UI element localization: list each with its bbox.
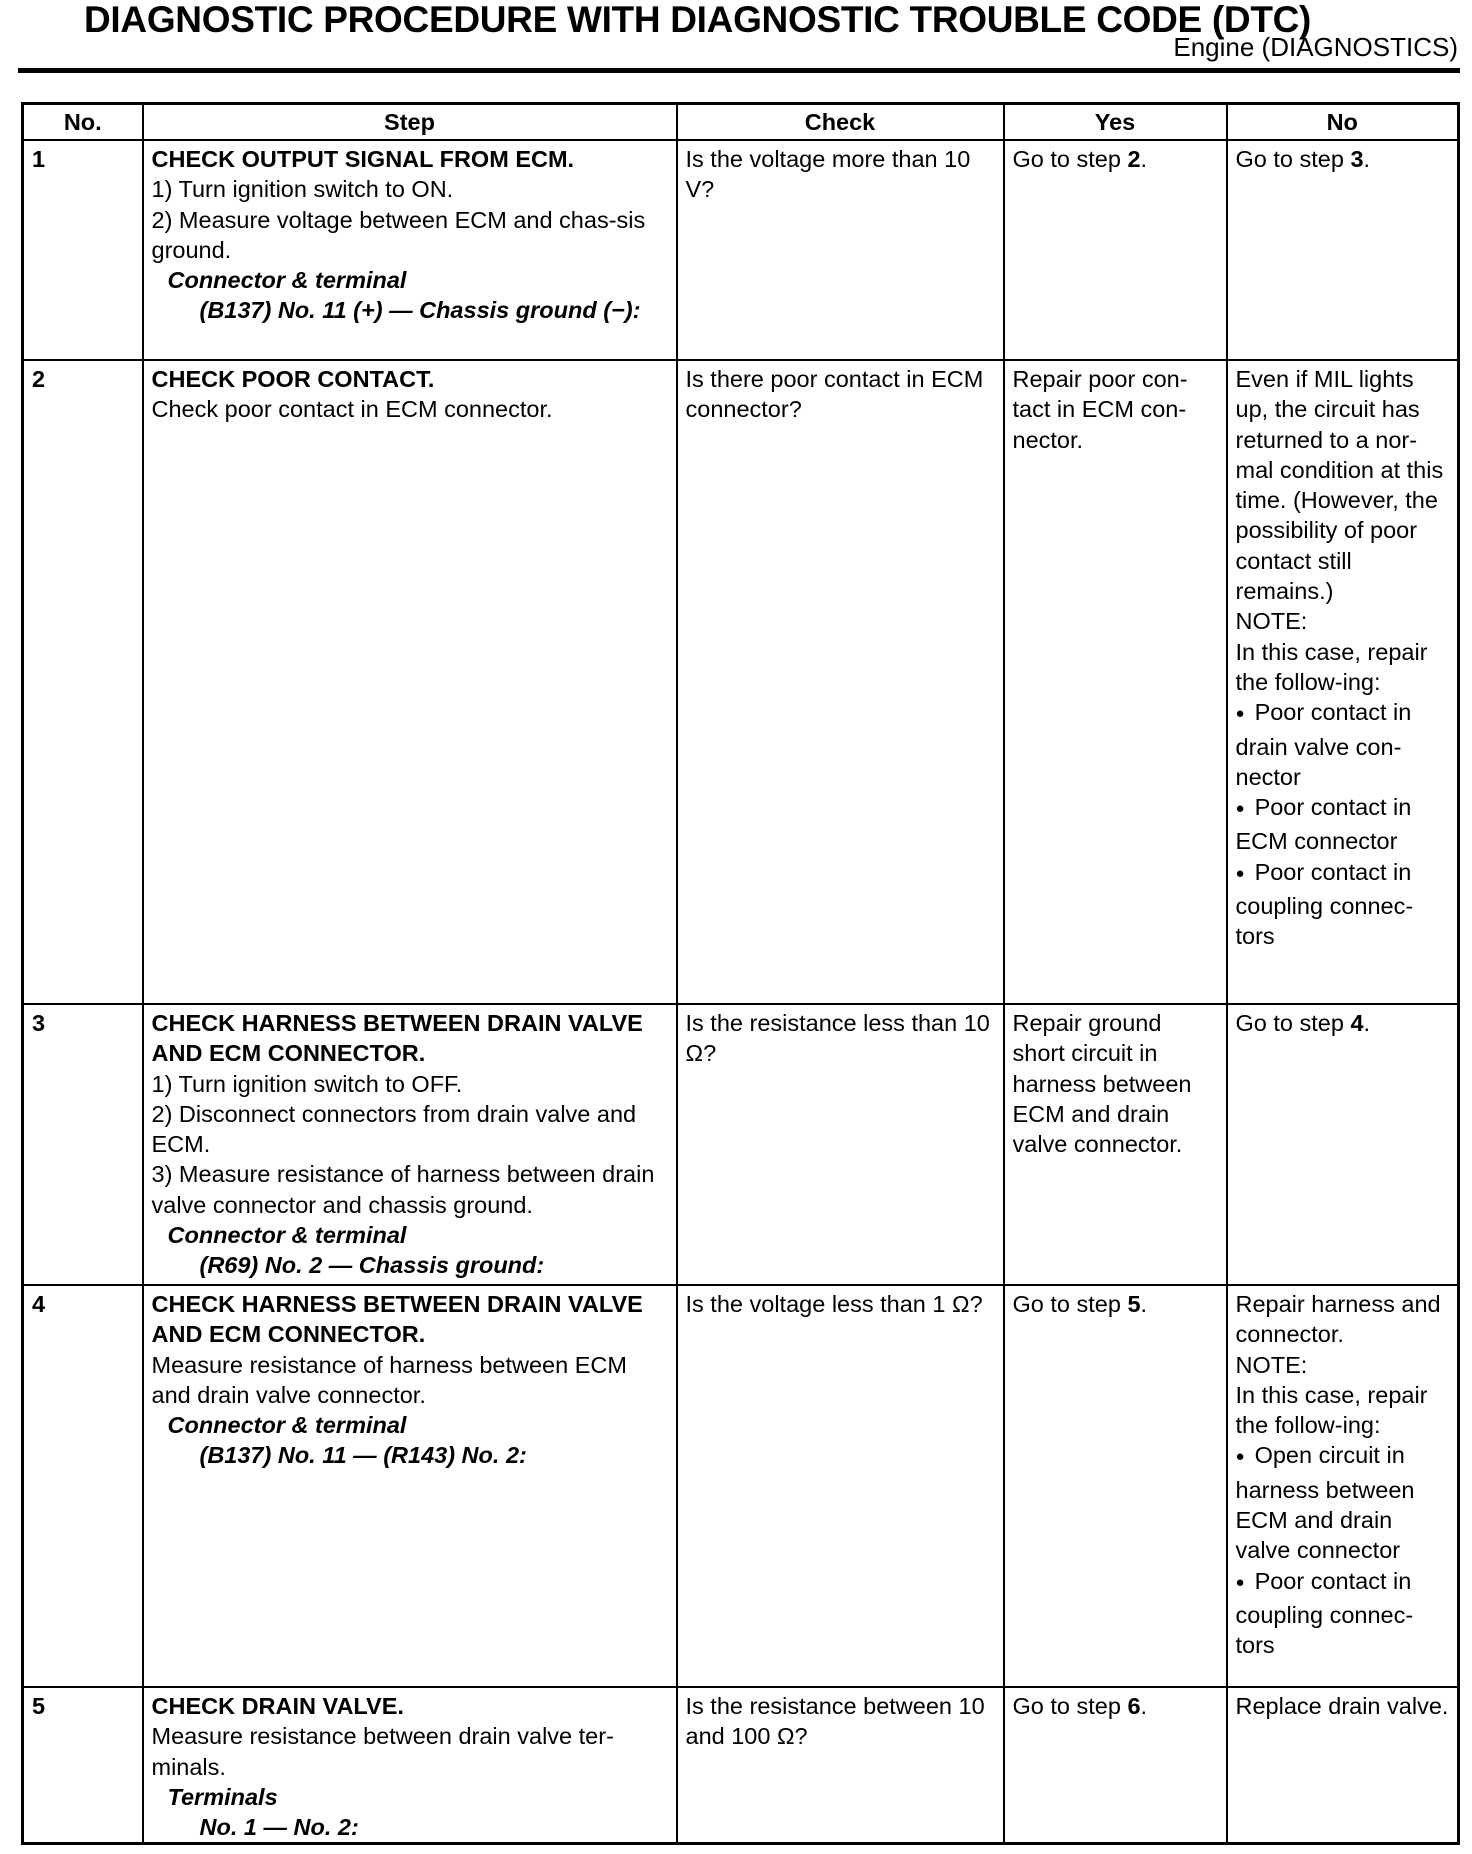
- note-label: NOTE:: [1235, 1351, 1308, 1378]
- step-line: Check poor contact in ECM connector.: [151, 396, 553, 423]
- step-cell: [143, 1004, 677, 1285]
- no-text: Repair harness and connector.: [1235, 1291, 1441, 1348]
- step-line: 1) Turn ignition switch to ON.: [151, 176, 454, 203]
- step-line: 2) Measure voltage between ECM and chas-sis ground.: [151, 206, 646, 263]
- note-bullet: ● Open circuit in harness between ECM and drain valve connector: [1236, 1440, 1451, 1565]
- step-line: Measure resistance of harness between ECM and drain valve connector.: [151, 1351, 627, 1408]
- step-title: CHECK POOR CONTACT.: [151, 366, 435, 392]
- yes-step-ref: 2: [1127, 146, 1141, 172]
- step-line: 2) Disconnect connectors from drain valve and ECM.: [151, 1100, 637, 1158]
- step-number: 2: [23, 360, 143, 1004]
- step-title: CHECK DRAIN VALVE.: [151, 1693, 404, 1719]
- no-text: Go to step: [1235, 146, 1351, 172]
- yes-step-ref: 5: [1127, 1291, 1141, 1317]
- step-number: 3: [23, 1004, 143, 1285]
- note-bullet: ● Poor contact in coupling connec-tors: [1236, 1566, 1451, 1661]
- table-row: [23, 1004, 1459, 1285]
- yes-text: Go to step: [1012, 1291, 1128, 1317]
- step-cell: [143, 140, 677, 360]
- step-line: 3) Measure resistance of harness between drain valve connector and chassis ground.: [151, 1161, 655, 1218]
- column-header-step: Step: [143, 104, 677, 141]
- no-step-ref: 3: [1350, 146, 1364, 172]
- step-line: Measure resistance between drain valve ter-minals.: [151, 1723, 614, 1780]
- note-bullet: ● Poor contact in drain valve con-nector: [1236, 697, 1451, 792]
- check-cell: Is the voltage less than 1 Ω?: [677, 1285, 1004, 1687]
- check-cell: Is the resistance between 10 and 100 Ω?: [677, 1687, 1004, 1844]
- no-suffix: .: [1363, 146, 1371, 172]
- yes-suffix: .: [1140, 146, 1148, 172]
- table-row: [23, 140, 1459, 360]
- column-header-no: No.: [23, 104, 143, 141]
- connector-heading: Connector & terminal: [167, 1222, 407, 1249]
- table-header-row: [23, 104, 1459, 141]
- step-number: 1: [23, 140, 143, 360]
- step-title: CHECK HARNESS BETWEEN DRAIN VALVE AND ECM CONNECTOR.: [151, 1291, 643, 1348]
- note-text: In this case, repair the follow-ing:: [1235, 638, 1428, 695]
- step-cell: [143, 360, 677, 1004]
- dtc-procedure-table: [21, 102, 1460, 1845]
- table-row: [23, 1687, 1459, 1844]
- yes-cell: [1004, 140, 1227, 360]
- connector-terminal: (B137) No. 11 — (R143) No. 2:: [199, 1442, 527, 1469]
- check-cell: Is the resistance less than 10 Ω?: [677, 1004, 1004, 1285]
- note-label: NOTE:: [1235, 608, 1308, 635]
- step-cell: [143, 1687, 677, 1844]
- step-line: 1) Turn ignition switch to OFF.: [151, 1070, 463, 1097]
- no-text: Go to step: [1235, 1010, 1351, 1036]
- yes-cell: [1004, 1687, 1227, 1844]
- note-bullet: ● Poor contact in ECM connector: [1236, 792, 1451, 857]
- no-cell: Replace drain valve.: [1227, 1687, 1459, 1844]
- no-cell: [1227, 360, 1459, 1004]
- connector-terminal: (R69) No. 2 — Chassis ground:: [199, 1252, 545, 1279]
- check-cell: Is the voltage more than 10 V?: [677, 140, 1004, 360]
- step-number: 4: [23, 1285, 143, 1687]
- step-title: CHECK HARNESS BETWEEN DRAIN VALVE AND ECM CONNECTOR.: [151, 1010, 643, 1067]
- no-suffix: .: [1363, 1010, 1371, 1036]
- connector-terminal: (B137) No. 11 (+) — Chassis ground (−):: [199, 297, 641, 324]
- step-title: CHECK OUTPUT SIGNAL FROM ECM.: [151, 146, 575, 172]
- yes-suffix: .: [1140, 1693, 1148, 1719]
- connector-heading: Connector & terminal: [167, 1412, 407, 1439]
- note-bullet: ● Poor contact in coupling connec-tors: [1236, 857, 1451, 952]
- terminals-heading: Terminals: [167, 1783, 278, 1810]
- yes-text: Go to step: [1012, 146, 1128, 172]
- terminal-pair: No. 1 — No. 2:: [199, 1814, 359, 1841]
- connector-heading: Connector & terminal: [167, 267, 407, 294]
- column-header-check: Check: [677, 104, 1004, 141]
- column-header-no-result: No: [1227, 104, 1459, 141]
- table-row: [23, 360, 1459, 1004]
- no-step-ref: 4: [1350, 1010, 1364, 1036]
- table-row: [23, 1285, 1459, 1687]
- yes-cell: [1004, 1285, 1227, 1687]
- section-subtitle: Engine (DIAGNOSTICS): [1173, 32, 1458, 62]
- yes-step-ref: 6: [1127, 1693, 1141, 1719]
- step-number: 5: [23, 1687, 143, 1844]
- no-cell: [1227, 1285, 1459, 1687]
- no-cell: [1227, 1004, 1459, 1285]
- step-cell: [143, 1285, 677, 1687]
- yes-text: Go to step: [1012, 1693, 1128, 1719]
- no-text: Even if MIL lights up, the circuit has returned to a nor-mal condition at this time. (However, the possibility of poor contact still remains.): [1235, 366, 1444, 605]
- note-text: In this case, repair the follow-ing:: [1235, 1381, 1428, 1439]
- check-cell: Is there poor contact in ECM connector?: [677, 360, 1004, 1004]
- page-title: DIAGNOSTIC PROCEDURE WITH DIAGNOSTIC TROUBLE CODE (DTC): [84, 0, 1312, 40]
- yes-cell: Repair poor con-tact in ECM con-nector.: [1004, 360, 1227, 1004]
- yes-suffix: .: [1140, 1291, 1148, 1317]
- no-cell: [1227, 140, 1459, 360]
- column-header-yes: Yes: [1004, 104, 1227, 141]
- yes-cell: Repair ground short circuit in harness between ECM and drain valve connector.: [1004, 1004, 1227, 1285]
- header-rule: [18, 68, 1460, 73]
